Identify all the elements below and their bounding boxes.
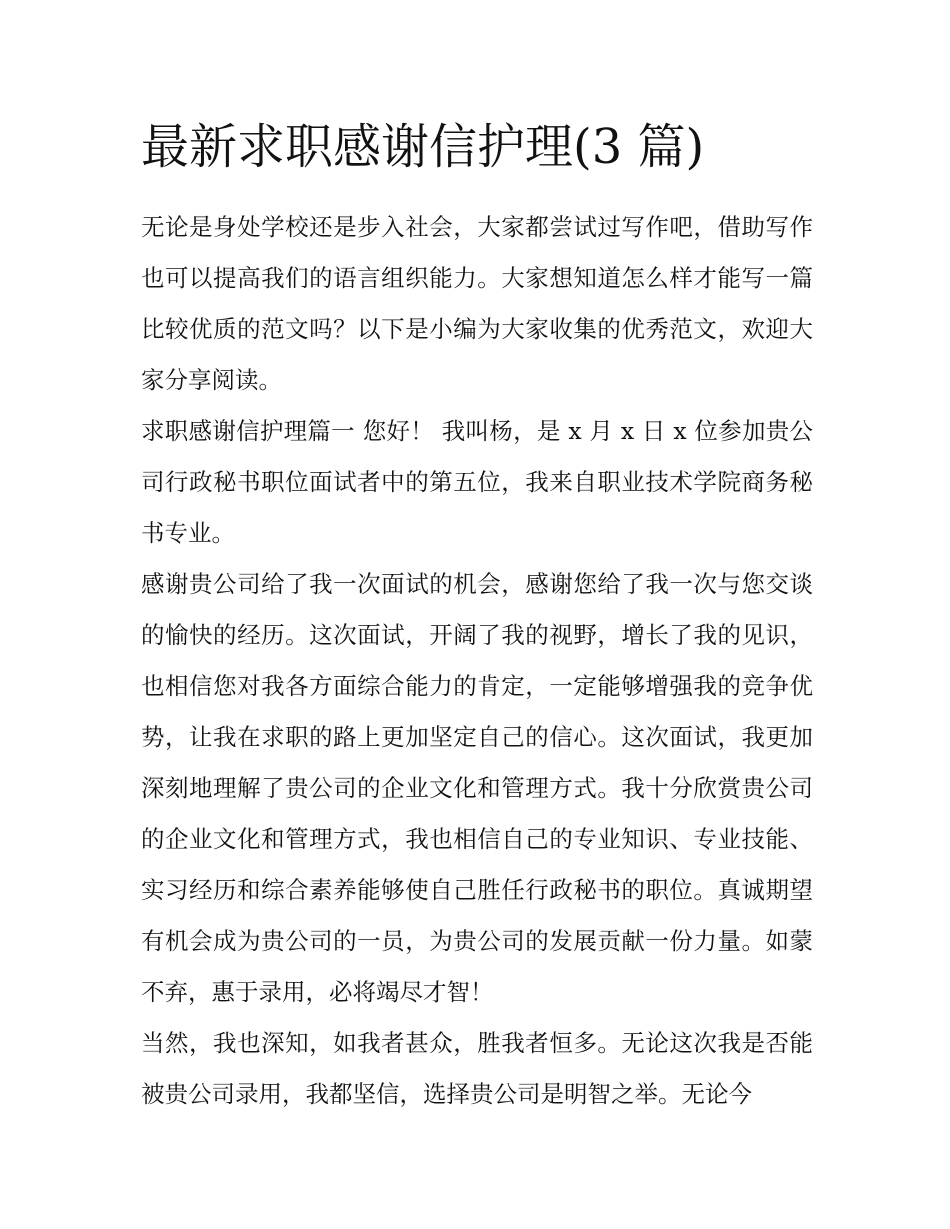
document-title: 最新求职感谢信护理(3 篇): [141, 119, 705, 175]
document-body: [141, 118, 813, 1120]
intro-paragraph: 无论是身处学校还是步入社会，大家都尝试过写作吧，借助写作也可以提高我们的语言组织能力。大家想知道怎么样才能写一篇比较优质的范文吗？以下是小编为大家收集的优秀范文，欢迎大家分享阅读。: [141, 213, 813, 394]
letter-closing-paragraph: 当然，我也深知，如我者甚众，胜我者恒多。无论这次我是否能被贵公司录用，我都坚信，选择贵公司是明智之举。无论今: [141, 1029, 813, 1108]
letter-body-paragraph: 感谢贵公司给了我一次面试的机会，感谢您给了我一次与您交谈的愉快的经历。这次面试，开阔了我的视野，增长了我的见识，也相信您对我各方面综合能力的肯定，一定能够增强我的竞争优势，让我在求职的路上更加坚定自己的信心。这次面试，我更加深刻地理解了贵公司的企业文化和管理方式。我十分欣赏贵公司的企业文化和管理方式，我也相信自己的专业知识、专业技能、实习经历和综合素养能够使自己胜任行政秘书的职位。真诚期望有机会成为贵公司的一员，为贵公司的发展贡献一份力量。如蒙不弃，惠于录用，必将竭尽才智！: [141, 570, 813, 1006]
letter-opening-paragraph: 求职感谢信护理篇一 您好！ 我叫杨，是 x 月 x 日 x 位参加贵公司行政秘书职位面试者中的第五位，我来自职业技术学院商务秘书专业。: [141, 417, 813, 547]
